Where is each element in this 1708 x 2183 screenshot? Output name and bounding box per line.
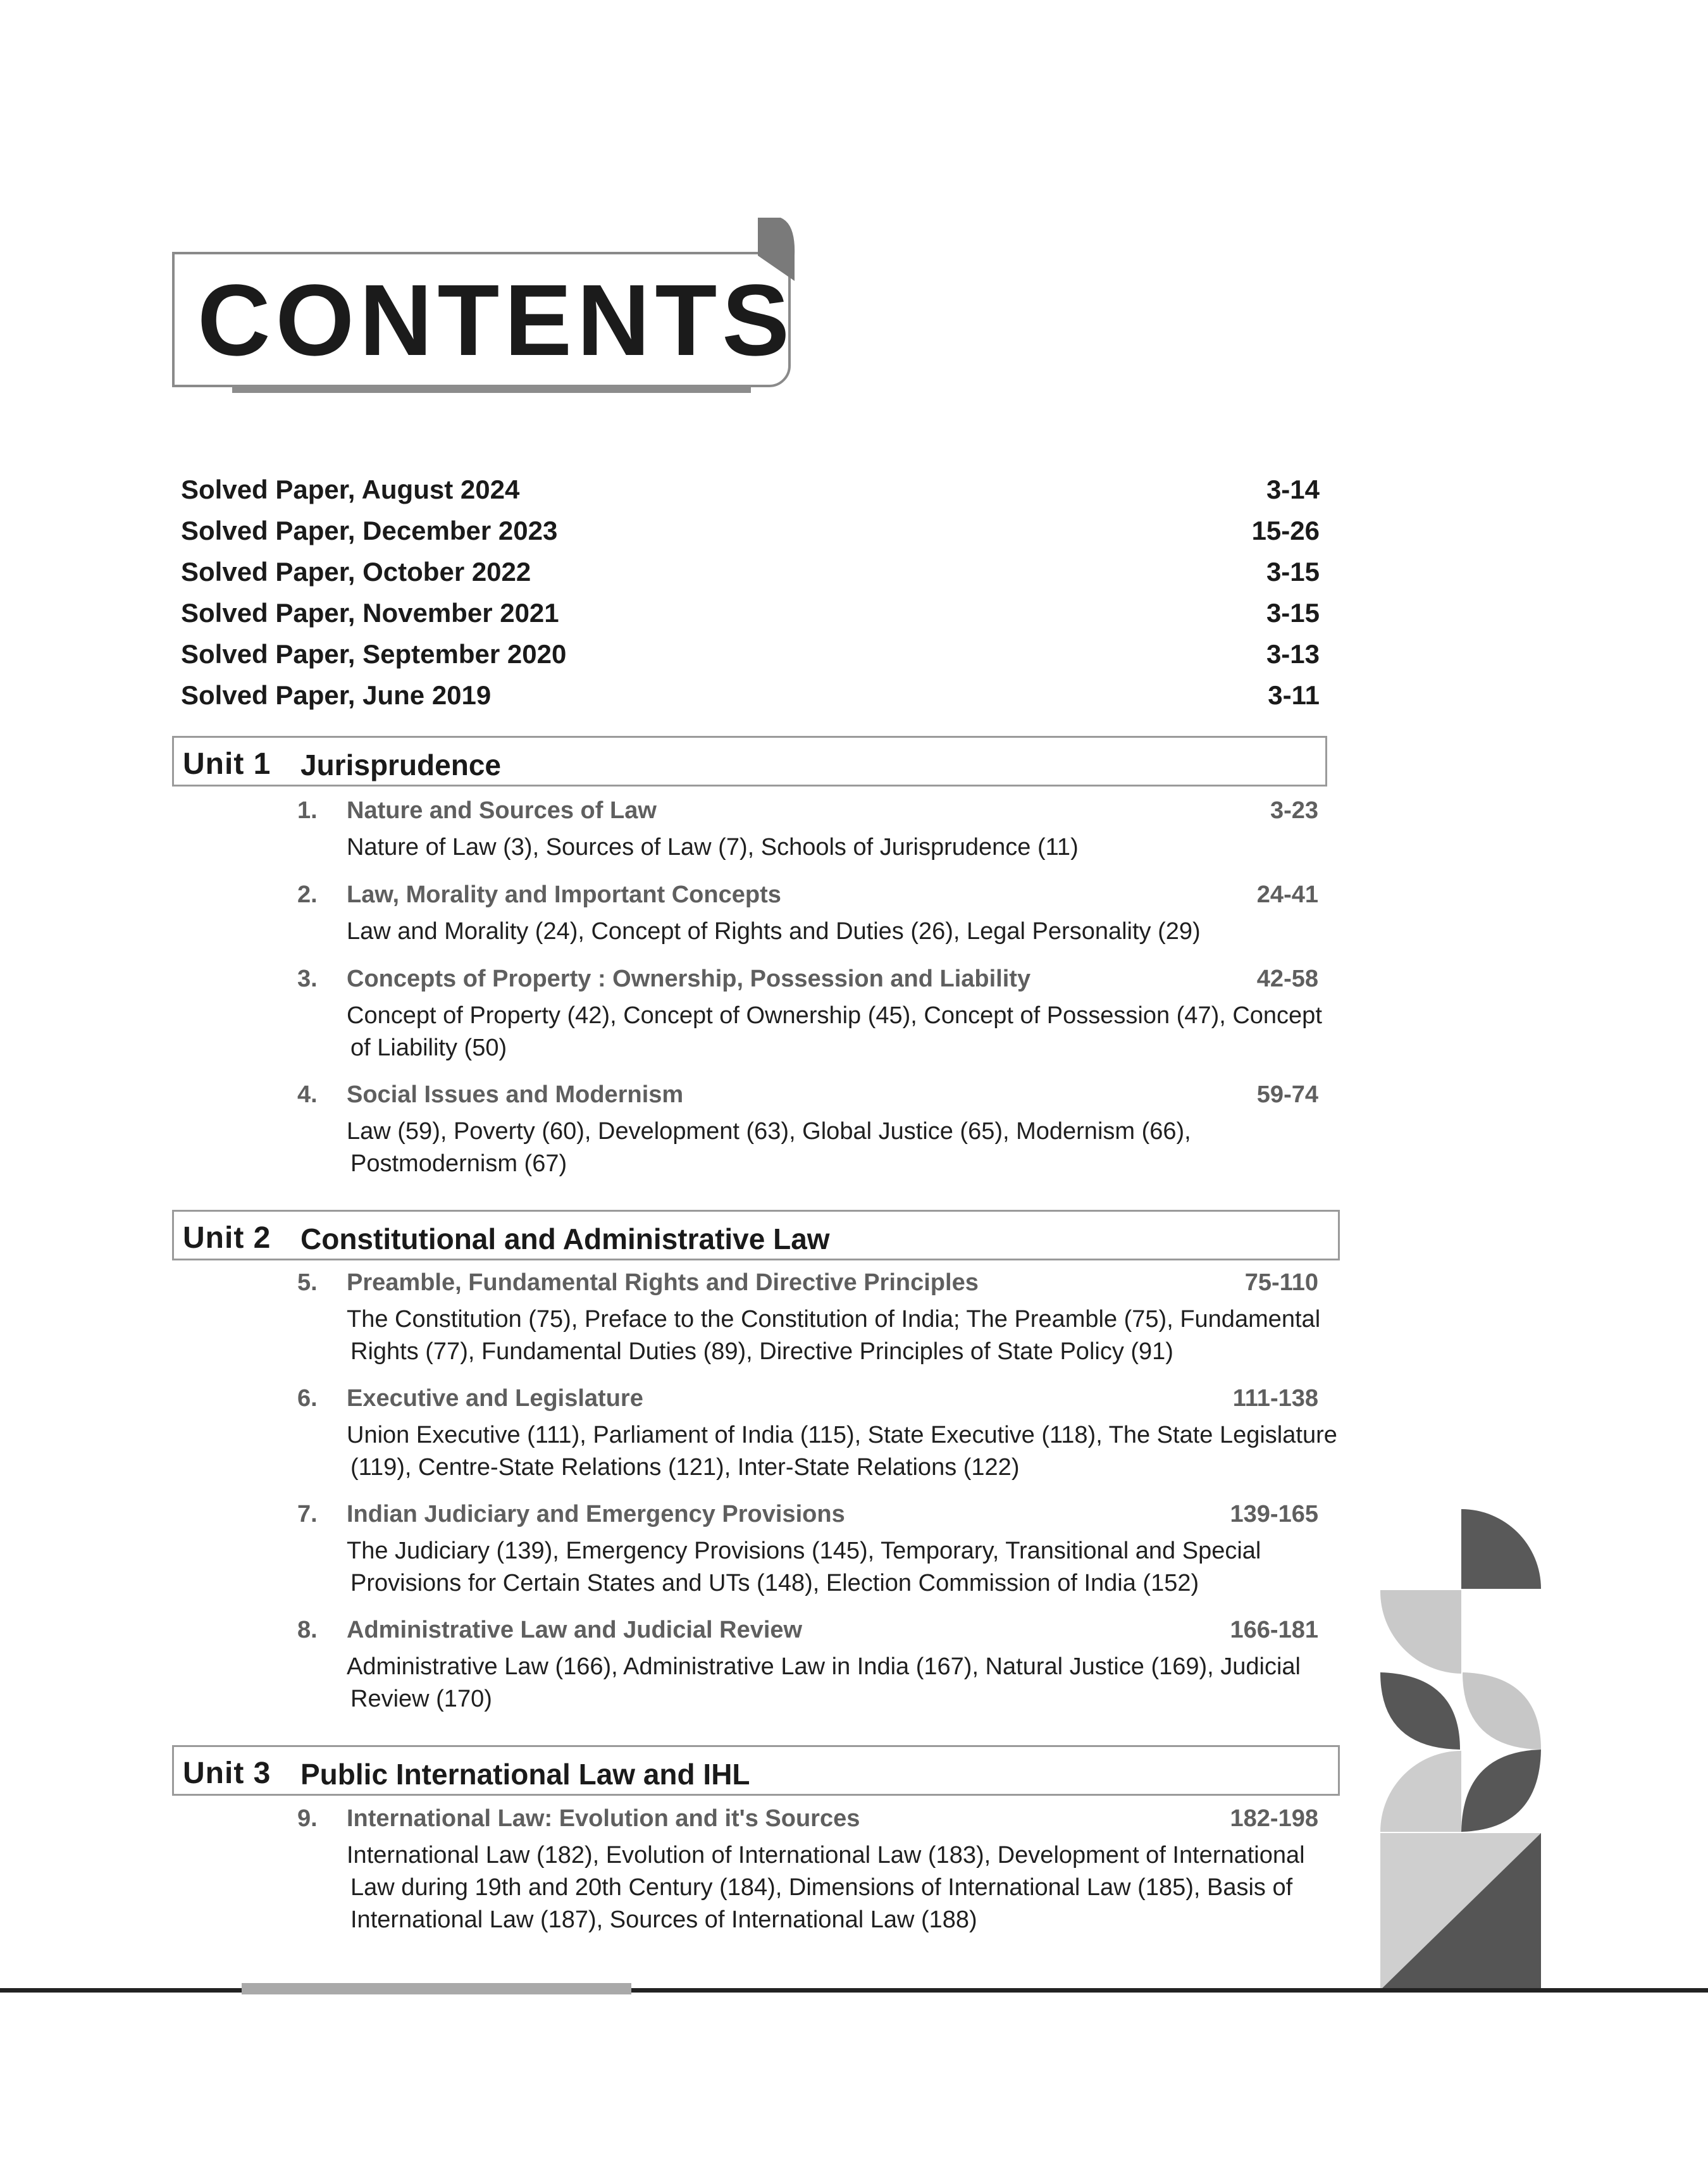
chapter-number: 4. <box>297 1081 318 1108</box>
unit-header <box>172 1745 1340 1796</box>
unit-title: Constitutional and Administrative Law <box>300 1222 830 1255</box>
solved-paper-row[interactable] <box>181 598 1320 636</box>
chapter-title: Administrative Law and Judicial Review <box>347 1617 803 1643</box>
unit-header <box>172 736 1327 787</box>
chapter-number: 2. <box>297 881 318 908</box>
chapter-pages: 24-41 <box>1256 881 1318 908</box>
solved-paper-row[interactable] <box>181 680 1320 718</box>
chapter-topics: Law and Morality (24), Concept of Rights and Duties (26), Legal Personality (29) <box>347 918 1201 945</box>
solved-paper-title: Solved Paper, November 2021 <box>181 598 559 628</box>
chapter-title: Indian Judiciary and Emergency Provisions <box>347 1501 845 1527</box>
solved-paper-pages: 3-15 <box>1266 598 1320 628</box>
chapter-topics: The Constitution (75), Preface to the Constitution of India; The Preamble (75), Fundamental Rights (77), Fundamental Duties (89), Directive Principles of State Policy (91) <box>347 1306 1321 1365</box>
chapter-pages: 42-58 <box>1256 966 1318 992</box>
chapter-number: 1. <box>297 797 318 824</box>
chapter-number: 9. <box>297 1805 318 1832</box>
chapter-topics: Law (59), Poverty (60), Development (63), Global Justice (65), Modernism (66), Postmodernism (67) <box>347 1118 1191 1177</box>
chapter-title: Social Issues and Modernism <box>347 1081 684 1108</box>
solved-paper-row[interactable] <box>181 475 1320 513</box>
solved-paper-title: Solved Paper, September 2020 <box>181 639 567 669</box>
chapter-title: Concepts of Property : Ownership, Possession and Liability <box>347 966 1031 992</box>
unit-label: Unit 3 <box>183 1757 271 1790</box>
chapter-title: Executive and Legislature <box>347 1385 643 1412</box>
chapter-title: Preamble, Fundamental Rights and Directive Principles <box>347 1269 979 1296</box>
chapter-pages: 75-110 <box>1244 1269 1318 1296</box>
chapter-number: 7. <box>297 1501 318 1527</box>
solved-paper-row[interactable] <box>181 516 1320 554</box>
chapter-pages: 59-74 <box>1256 1081 1318 1108</box>
solved-paper-row[interactable] <box>181 557 1320 595</box>
title-underline <box>232 385 751 393</box>
chapter-pages: 166-181 <box>1230 1617 1318 1643</box>
solved-paper-row[interactable] <box>181 639 1320 677</box>
chapter-number: 6. <box>297 1385 318 1412</box>
chapter-topics: International Law (182), Evolution of International Law (183), Development of International Law during 19th and 20th Century (184), Dimensions of International Law (185), Basis of International Law (187), Sources of International Law (188) <box>347 1842 1305 1933</box>
solved-paper-title: Solved Paper, August 2024 <box>181 475 520 504</box>
chapter-topics: Union Executive (111), Parliament of India (115), State Executive (118), The State Legislature (119), Centre-State Relations (121), Inter-State Relations (122) <box>347 1422 1337 1481</box>
unit-label: Unit 2 <box>183 1221 271 1255</box>
chapter-number: 3. <box>297 966 318 992</box>
solved-paper-pages: 3-14 <box>1266 475 1320 504</box>
chapter-pages: 182-198 <box>1230 1805 1318 1832</box>
solved-paper-title: Solved Paper, June 2019 <box>181 680 492 710</box>
unit-title: Jurisprudence <box>300 749 501 781</box>
footer-accent-bar <box>242 1983 631 1994</box>
unit-label: Unit 1 <box>183 747 271 781</box>
chapter-title: Law, Morality and Important Concepts <box>347 881 781 908</box>
solved-paper-pages: 3-13 <box>1266 639 1320 669</box>
chapter-topics: Nature of Law (3), Sources of Law (7), Schools of Jurisprudence (11) <box>347 834 1079 861</box>
chapter-topics: Administrative Law (166), Administrative Law in India (167), Natural Justice (169), Judicial Review (170) <box>347 1653 1301 1712</box>
chapter-number: 8. <box>297 1617 318 1643</box>
chapter-title: Nature and Sources of Law <box>347 797 657 824</box>
chapter-topics: Concept of Property (42), Concept of Ownership (45), Concept of Possession (47), Concept of Liability (50) <box>347 1002 1322 1061</box>
chapter-pages: 139-165 <box>1230 1501 1318 1527</box>
solved-paper-title: Solved Paper, December 2023 <box>181 516 558 545</box>
solved-paper-pages: 3-15 <box>1266 557 1320 587</box>
page-title: CONTENTS <box>197 263 795 376</box>
chapter-topics: The Judiciary (139), Emergency Provisions (145), Temporary, Transitional and Special Provisions for Certain States and UTs (148), Election Commission of India (152) <box>347 1538 1261 1596</box>
chapter-number: 5. <box>297 1269 318 1296</box>
unit-title: Public International Law and IHL <box>300 1758 750 1791</box>
chapter-pages: 3-23 <box>1270 797 1318 824</box>
unit-header <box>172 1210 1340 1260</box>
geometric-decoration <box>1379 1509 1544 1990</box>
solved-paper-pages: 15-26 <box>1251 516 1320 545</box>
chapter-title: International Law: Evolution and it's Sources <box>347 1805 860 1832</box>
solved-paper-pages: 3-11 <box>1268 680 1320 710</box>
chapter-pages: 111-138 <box>1232 1385 1318 1412</box>
solved-paper-title: Solved Paper, October 2022 <box>181 557 531 587</box>
